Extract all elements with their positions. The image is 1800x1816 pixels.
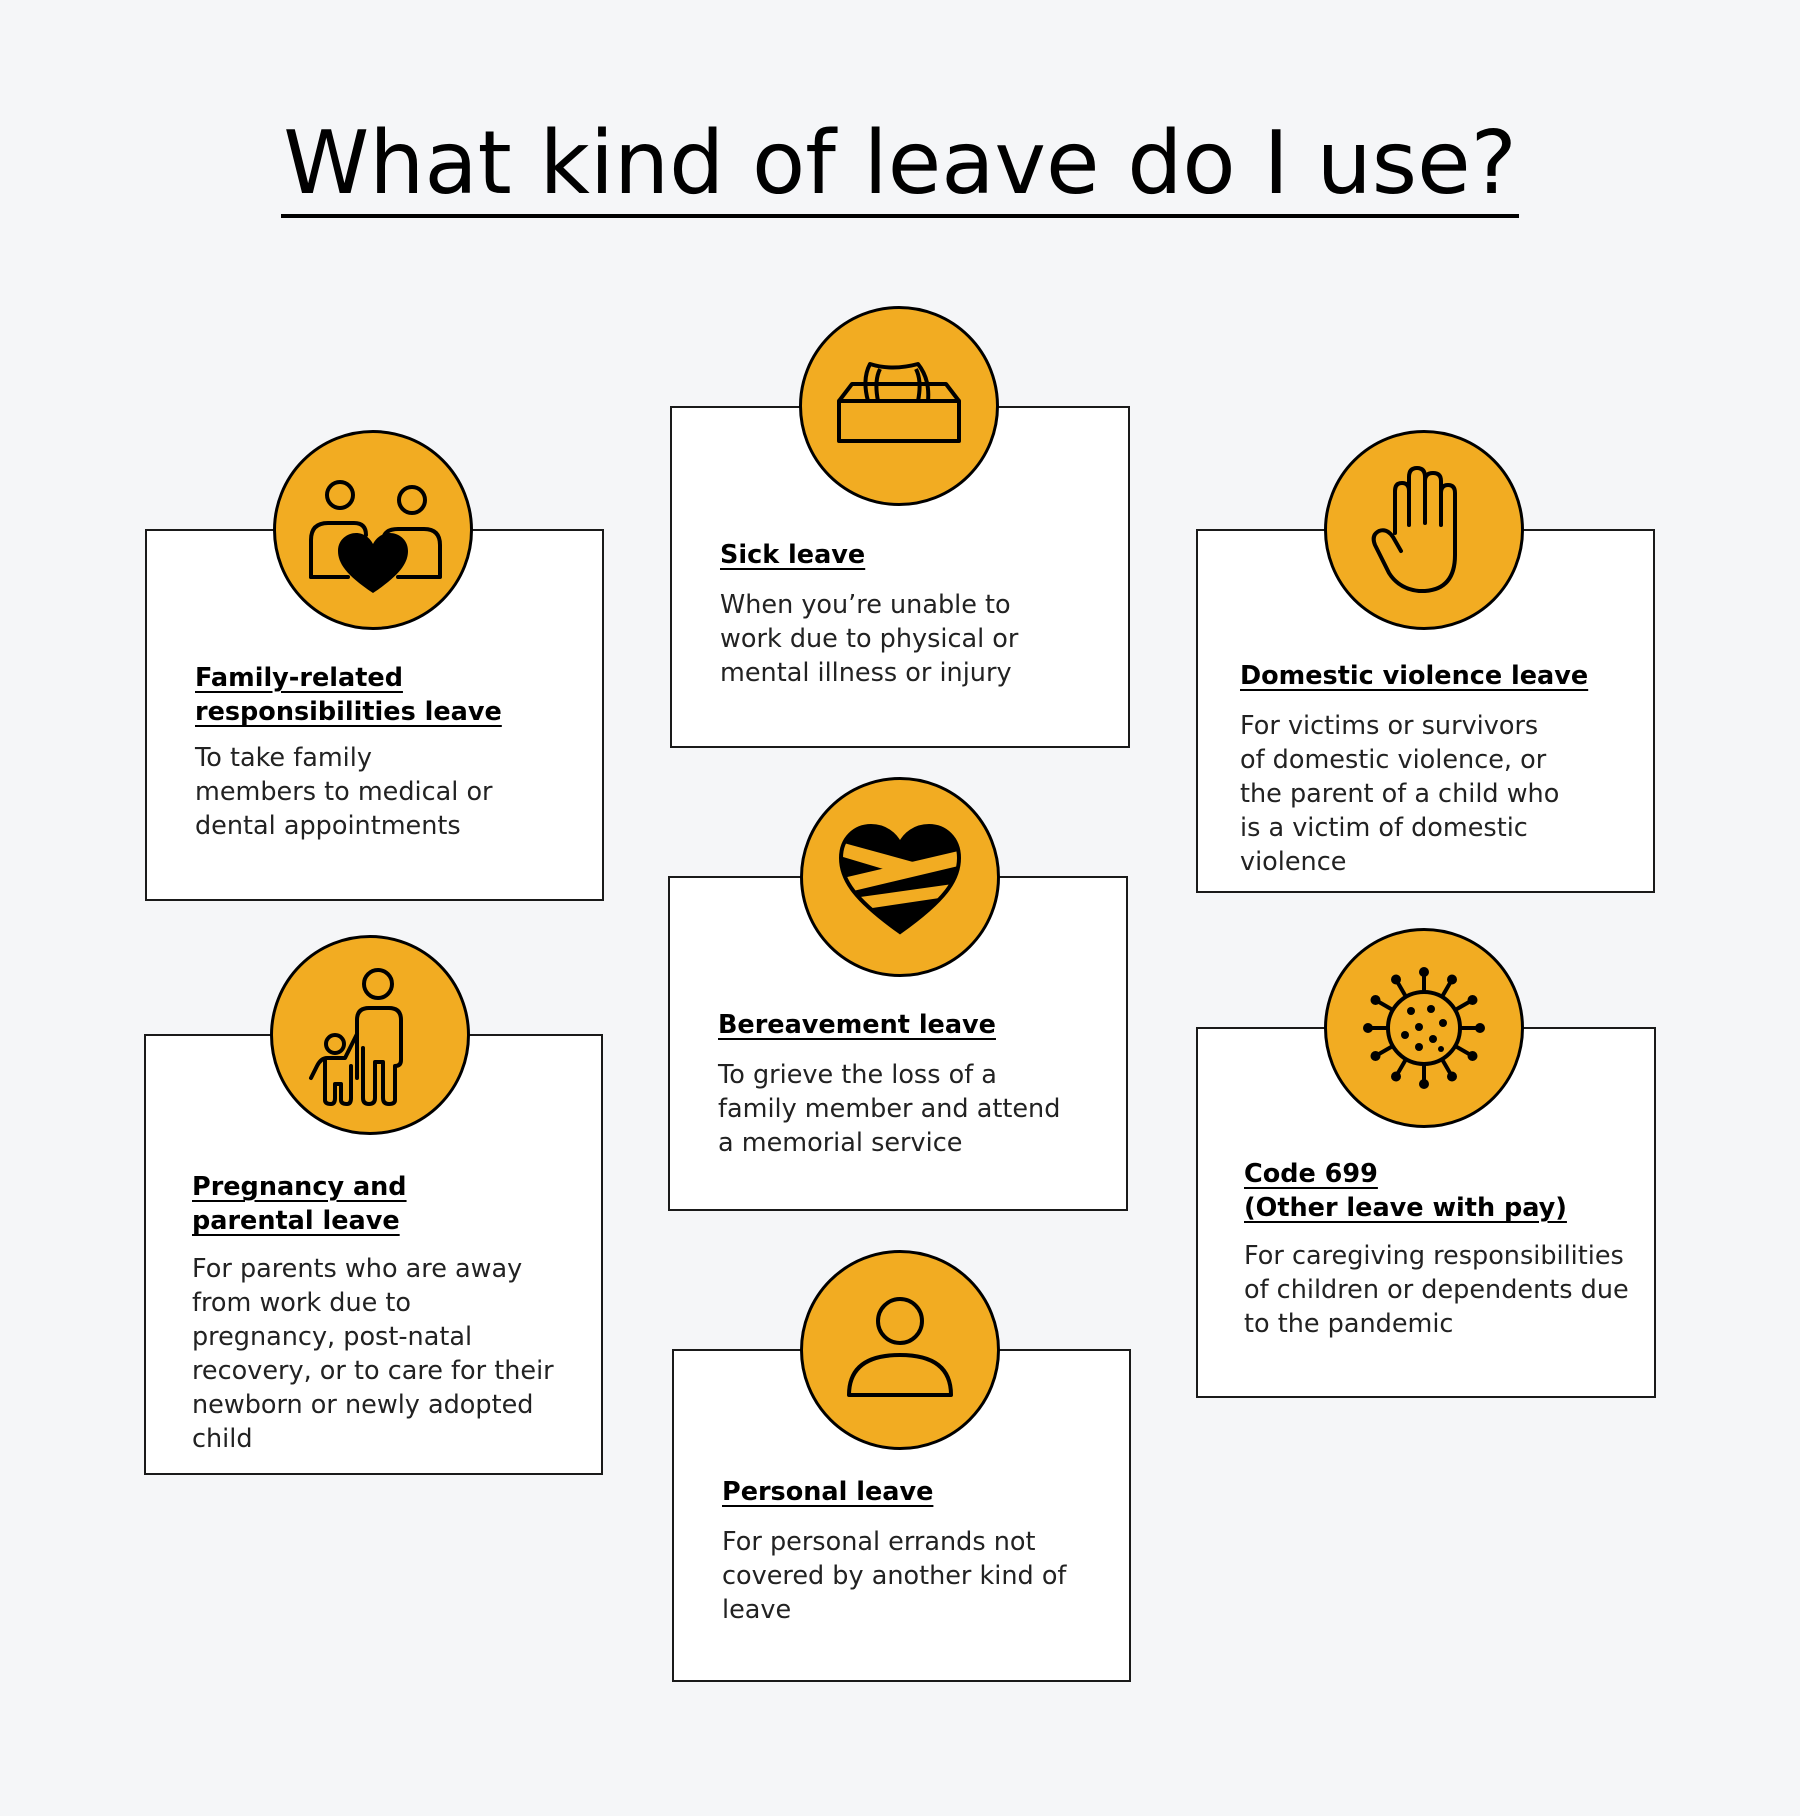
card-description: When you’re unable to work due to physical or mental illness or injury xyxy=(720,590,1019,688)
page-title: What kind of leave do I use? xyxy=(0,118,1800,209)
card-title: Code 699 (Other leave with pay) xyxy=(1244,1159,1567,1223)
card-description: For victims or survivors of domestic violence, or the parent of a child who is a victim of domestic violence xyxy=(1240,711,1560,877)
parent-child-icon xyxy=(270,935,470,1135)
virus-icon xyxy=(1324,928,1524,1128)
card-title: Pregnancy and parental leave xyxy=(192,1172,407,1236)
raised-hand-icon xyxy=(1324,430,1524,630)
tissue-box-icon xyxy=(799,306,999,506)
card-description: For personal errands not covered by another kind of leave xyxy=(722,1527,1067,1625)
card-title: Sick leave xyxy=(720,540,866,570)
bandaged-heart-icon xyxy=(800,777,1000,977)
card-description: To take family members to medical or dental appointments xyxy=(195,743,493,841)
card-title: Personal leave xyxy=(722,1477,934,1507)
card-title: Domestic violence leave xyxy=(1240,661,1589,691)
card-description: For parents who are away from work due to pregnancy, post-natal recovery, or to care for their newborn or newly adopted child xyxy=(192,1254,554,1454)
family-heart-icon xyxy=(273,430,473,630)
card-description: For caregiving responsibilities of children or dependents due to the pandemic xyxy=(1244,1241,1629,1339)
card-title: Family-related responsibilities leave xyxy=(195,663,502,727)
card-description: To grieve the loss of a family member and attend a memorial service xyxy=(718,1060,1061,1158)
card-title: Bereavement leave xyxy=(718,1010,996,1040)
person-icon xyxy=(800,1250,1000,1450)
